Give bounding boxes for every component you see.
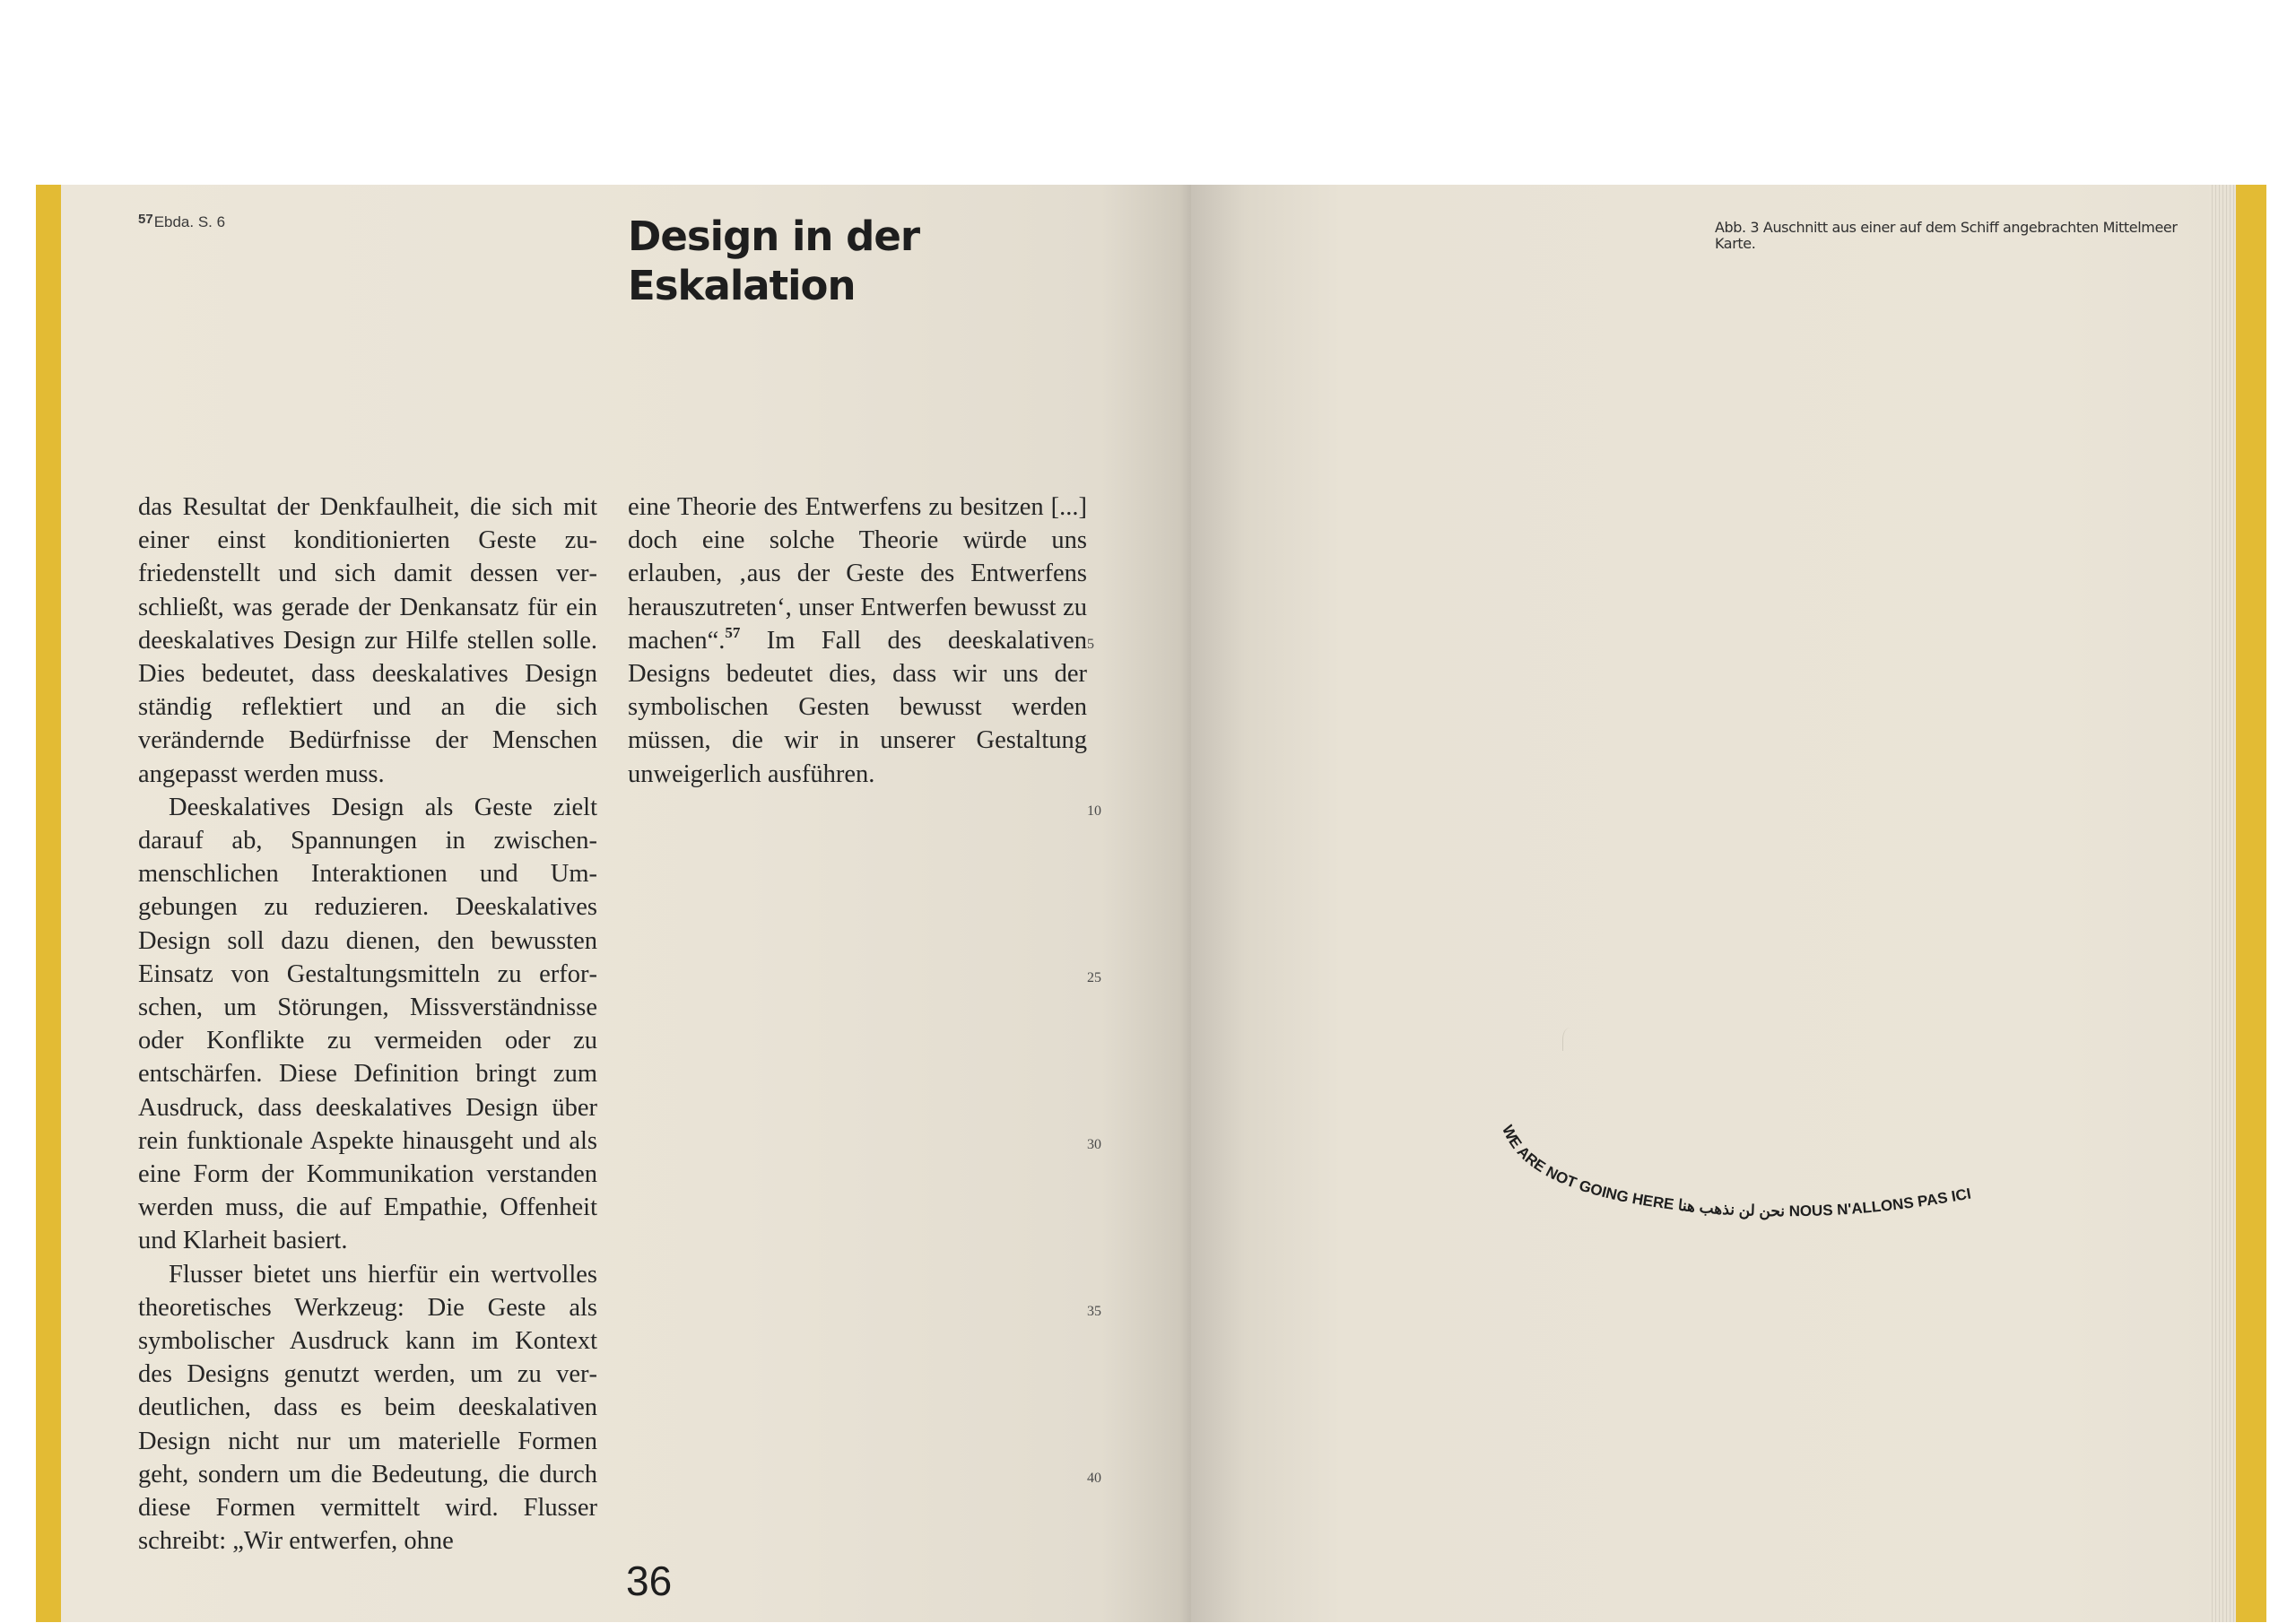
line-number: 40: [1087, 1471, 1101, 1486]
right-page: [1191, 185, 2266, 1622]
footnote-57: [138, 212, 407, 231]
page-edges: [2209, 185, 2236, 1622]
paragraph-continued-a: eine Theorie des Entwerfens zu besitzen [...] doch eine solche Theorie würde uns erlauben, ‚aus der Geste des Entwerfens herauszutreten‘, unser Entwerfen bewusst zu machen“.: [628, 493, 1087, 655]
footnote-reference: 57: [725, 623, 741, 641]
text-column-1: [138, 490, 597, 1584]
map-warning-text: [1499, 1123, 1972, 1220]
paragraph-continued: [628, 490, 1087, 791]
map-curved-text: [1453, 1108, 1991, 1324]
heading-line-1: Design in der: [628, 213, 920, 260]
line-number: 10: [1087, 803, 1101, 819]
line-number: 5: [1087, 637, 1094, 652]
paragraph-2: Deeskalatives Design als Geste zielt darauf ab, Spannungen in zwischenmenschlichen Interaktionen und Umgebungen zu reduzieren. Deeskalatives Design soll dazu dienen, den bewussten Einsatz von Gestaltungsmitteln zu erforschen, um Störungen, Missverständnisse oder Konflikte zu vermeiden oder zu entschärfen. Diese Definition bringt zum Ausdruck, dass deeskalatives Design über rein funktionale Aspekte hinausgeht und als eine Form der Kommunikation verstanden werden muss, die auf Empathie, Offenheit und Klarheit basiert.: [138, 793, 597, 1255]
text-column-2: [628, 490, 1087, 791]
paragraph-1: das Resultat der Denkfaulheit, die sich mit einer einst konditionierten Geste zufriedenstellt und sich damit dessen verschließt, was gerade der Denkansatz für ein deeskalatives Design zur Hilfe stellen solle. Dies bedeutet, dass deeskalatives Design ständig reflektiert und an die sich verändernde Bedürfnisse der Menschen angepasst werden muss.: [138, 493, 597, 788]
line-number: 30: [1087, 1137, 1101, 1152]
book-cover-edge-right: [2236, 185, 2266, 1622]
map-line: [1562, 1028, 1578, 1051]
page-number: 36: [626, 1558, 673, 1604]
figure-caption: Abb. 3 Auschnitt aus einer auf dem Schiff angebrachten Mittelmeer Karte.: [1715, 219, 2178, 252]
heading-line-2: Eskalation: [628, 262, 856, 309]
footnote-text: Ebda. S. 6: [153, 213, 226, 230]
paragraph-3: Flusser bietet uns hierfür ein wertvolles theoretisches Werkzeug: Die Geste als symbolischer Ausdruck kann im Kontext des Designs genutzt werden, um zu verdeutlichen, dass es beim deeskalativen Design nicht nur um materielle Formen geht, sondern um die Bedeutung, die durch diese Formen vermittelt wird. Flusser schreibt: „Wir entwerfen, ohne: [138, 1260, 597, 1556]
map-warning-textpath: WE ARE NOT GOING HERE نحن لن نذهب هنا NOUS N'ALLONS PAS ICI: [1498, 1122, 1973, 1220]
book-cover-edge-left: [36, 185, 61, 1622]
book-spread: [36, 185, 2266, 1622]
chapter-heading: [628, 212, 951, 310]
line-number: 25: [1087, 970, 1101, 985]
footnote-number: 57: [138, 212, 153, 227]
paragraph-continued-b: Im Fall des deeskalativen Designs bedeutet dies, dass wir uns der symbolischen Gesten bewusst werden müssen, die wir in unserer Gestaltung unweigerlich ausführen.: [628, 626, 1087, 788]
line-number: 35: [1087, 1304, 1101, 1319]
